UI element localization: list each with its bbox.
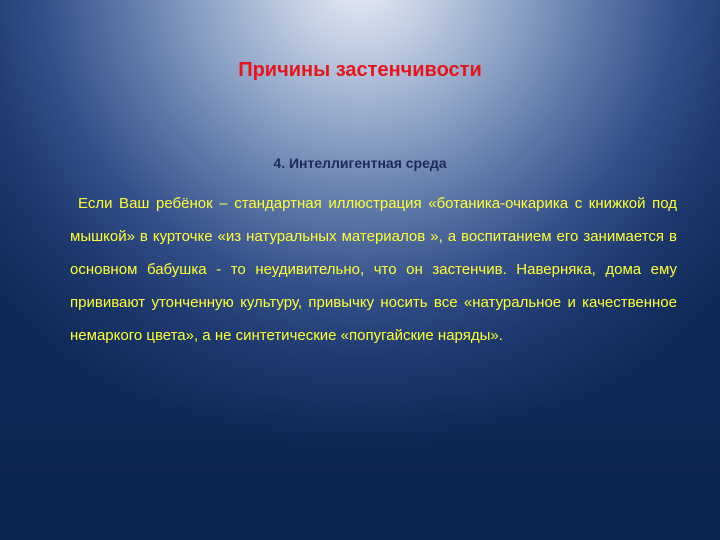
slide-title: Причины застенчивости — [238, 59, 482, 81]
section-heading: 4. Интеллигентная среда — [273, 155, 447, 171]
body-paragraph: Если Ваш ребёнок – стандартная иллюстрация «ботаника-очкарика с книжкой под мышкой» в курточке «из натуральных материалов », а воспитанием его занимается в основном бабушка - то неудивительно, что он застенчив. Наверняка, дома ему прививают утонченную культуру, привычку носить все «натуральное и качественное немаркого цвета», а не синтетические «попугайские наряды». — [70, 195, 677, 344]
